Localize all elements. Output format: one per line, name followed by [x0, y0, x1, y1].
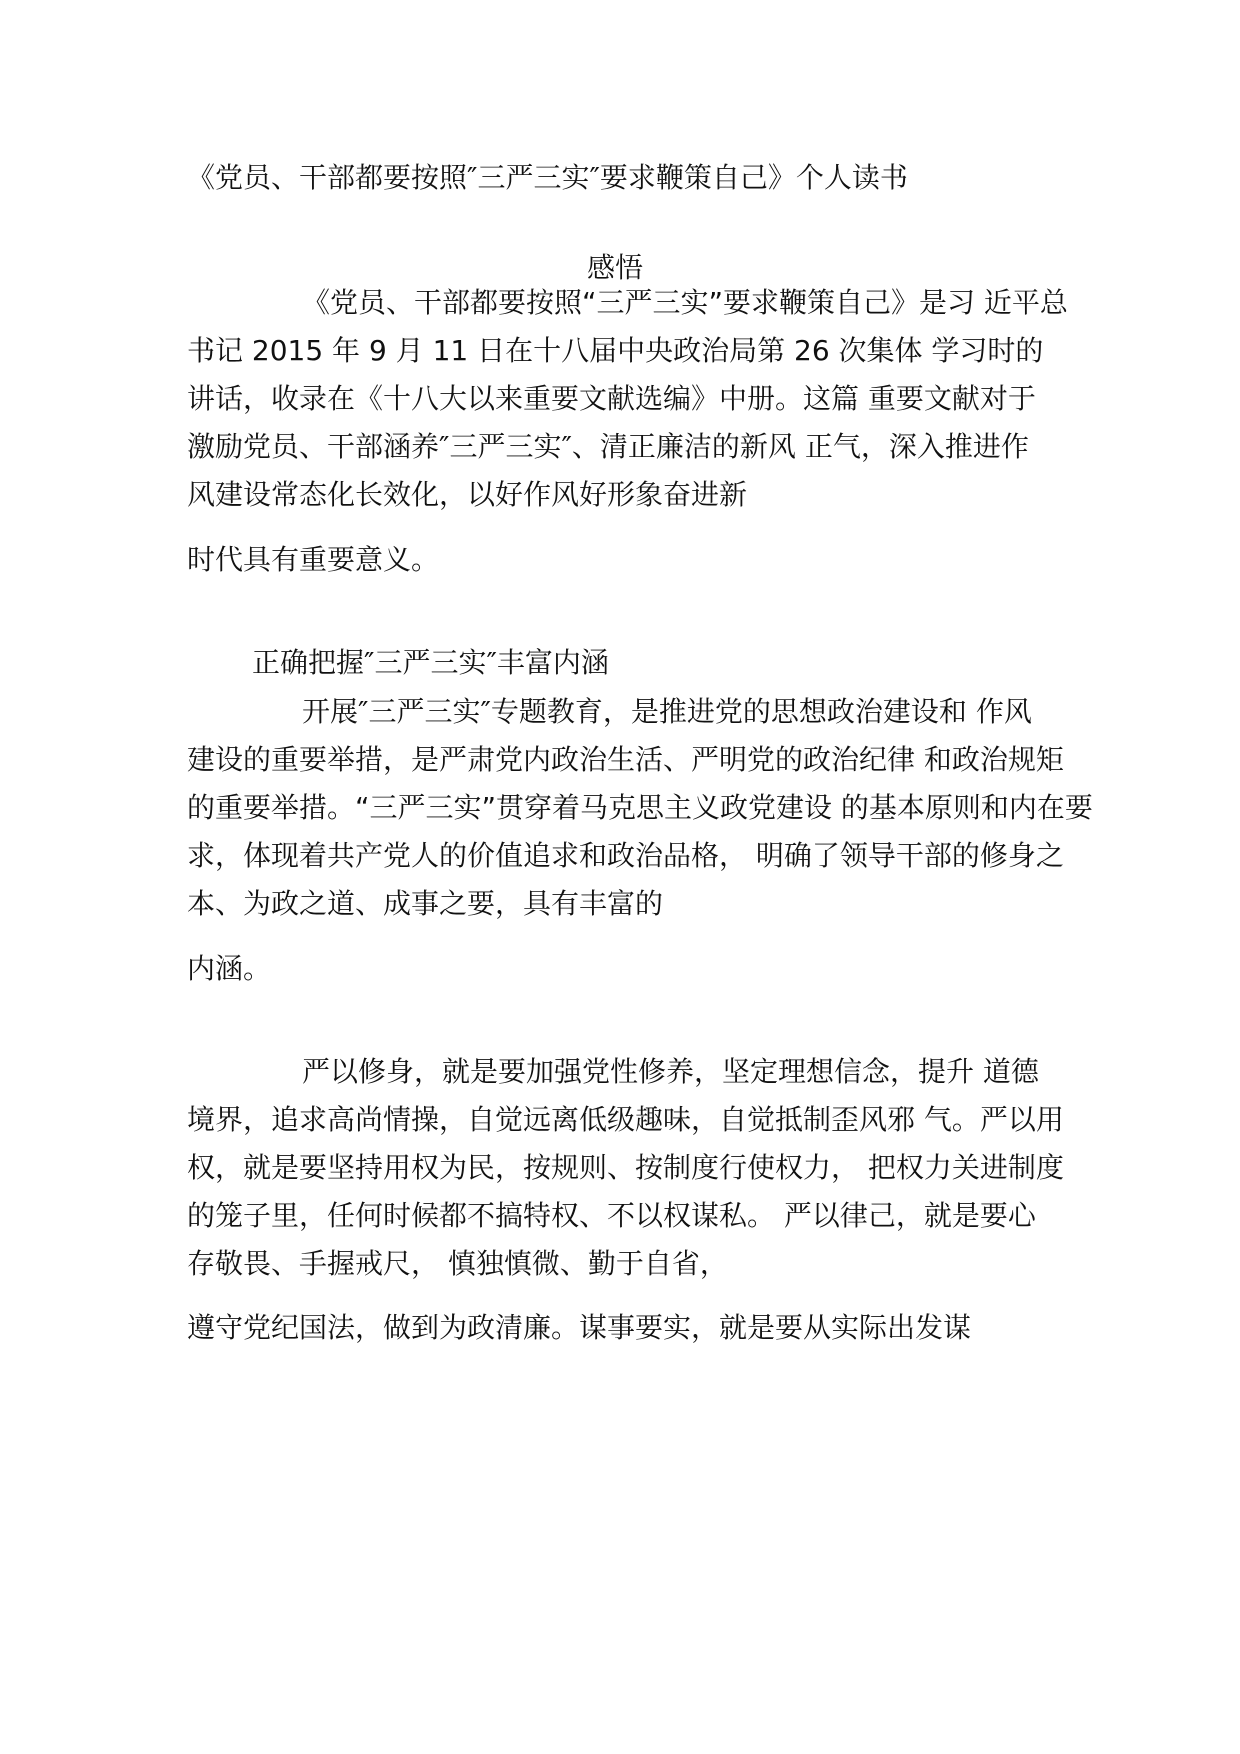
document-title-line-2: 感悟: [587, 251, 644, 284]
paragraph-3-line-2: 境界，追求高尚情操，自觉远离低级趣味，自觉抵制歪风邪 气。严以用: [187, 1103, 1064, 1136]
document-title-line-1: 《党员、干部都要按照″三严三实″要求鞭策自己》个人读书: [187, 161, 908, 194]
paragraph-1-line-1: 《党员、干部都要按照“三严三实”要求鞭策自己》是习 近平总: [302, 286, 1068, 319]
paragraph-1-line-3: 讲话，收录在《十八大以来重要文献选编》中册。这篇 重要文献对于: [187, 382, 1036, 415]
section-heading: 正确把握″三严三实″丰富内涵: [252, 646, 609, 679]
paragraph-3-line-4: 的笼子里，任何时候都不搞特权、不以权谋私。 严以律己，就是要心: [187, 1199, 1036, 1232]
paragraph-2-line-5: 本、为政之道、成事之要，具有丰富的: [187, 887, 664, 920]
paragraph-2-line-4: 求，体现着共产党人的价值追求和政治品格， 明确了领导干部的修身之: [187, 839, 1064, 872]
paragraph-2-line-3: 的重要举措。“三严三实”贯穿着马克思主义政党建设 的基本原则和内在要: [187, 791, 1093, 824]
paragraph-3-line-5: 存敬畏、手握戒尺， 慎独慎微、勤于自省，: [187, 1247, 728, 1280]
paragraph-1-line-5: 风建设常态化长效化，以好作风好形象奋进新: [187, 478, 748, 511]
paragraph-3-line-3: 权，就是要坚持用权为民，按规则、按制度行使权力， 把权力关进制度: [187, 1151, 1064, 1184]
paragraph-1-line-6: 时代具有重要意义。: [187, 543, 440, 576]
paragraph-3-line-6: 遵守党纪国法，做到为政清廉。谋事要实，就是要从实际出发谋: [187, 1311, 972, 1344]
paragraph-2-line-2: 建设的重要举措，是严肃党内政治生活、严明党的政治纪律 和政治规矩: [187, 743, 1064, 776]
paragraph-3-line-1: 严以修身，就是要加强党性修养，坚定理想信念，提升 道德: [302, 1055, 1039, 1088]
paragraph-2-line-6: 内涵。: [187, 952, 272, 985]
paragraph-1-line-4: 激励党员、干部涵养″三严三实″、清正廉洁的新风 正气，深入推进作: [187, 430, 1029, 463]
paragraph-1-line-2: 书记 2015 年 9 月 11 日在十八届中央政治局第 26 次集体 学习时的: [187, 334, 1044, 367]
paragraph-2-line-1: 开展″三严三实″专题教育，是推进党的思想政治建设和 作风: [302, 695, 1032, 728]
